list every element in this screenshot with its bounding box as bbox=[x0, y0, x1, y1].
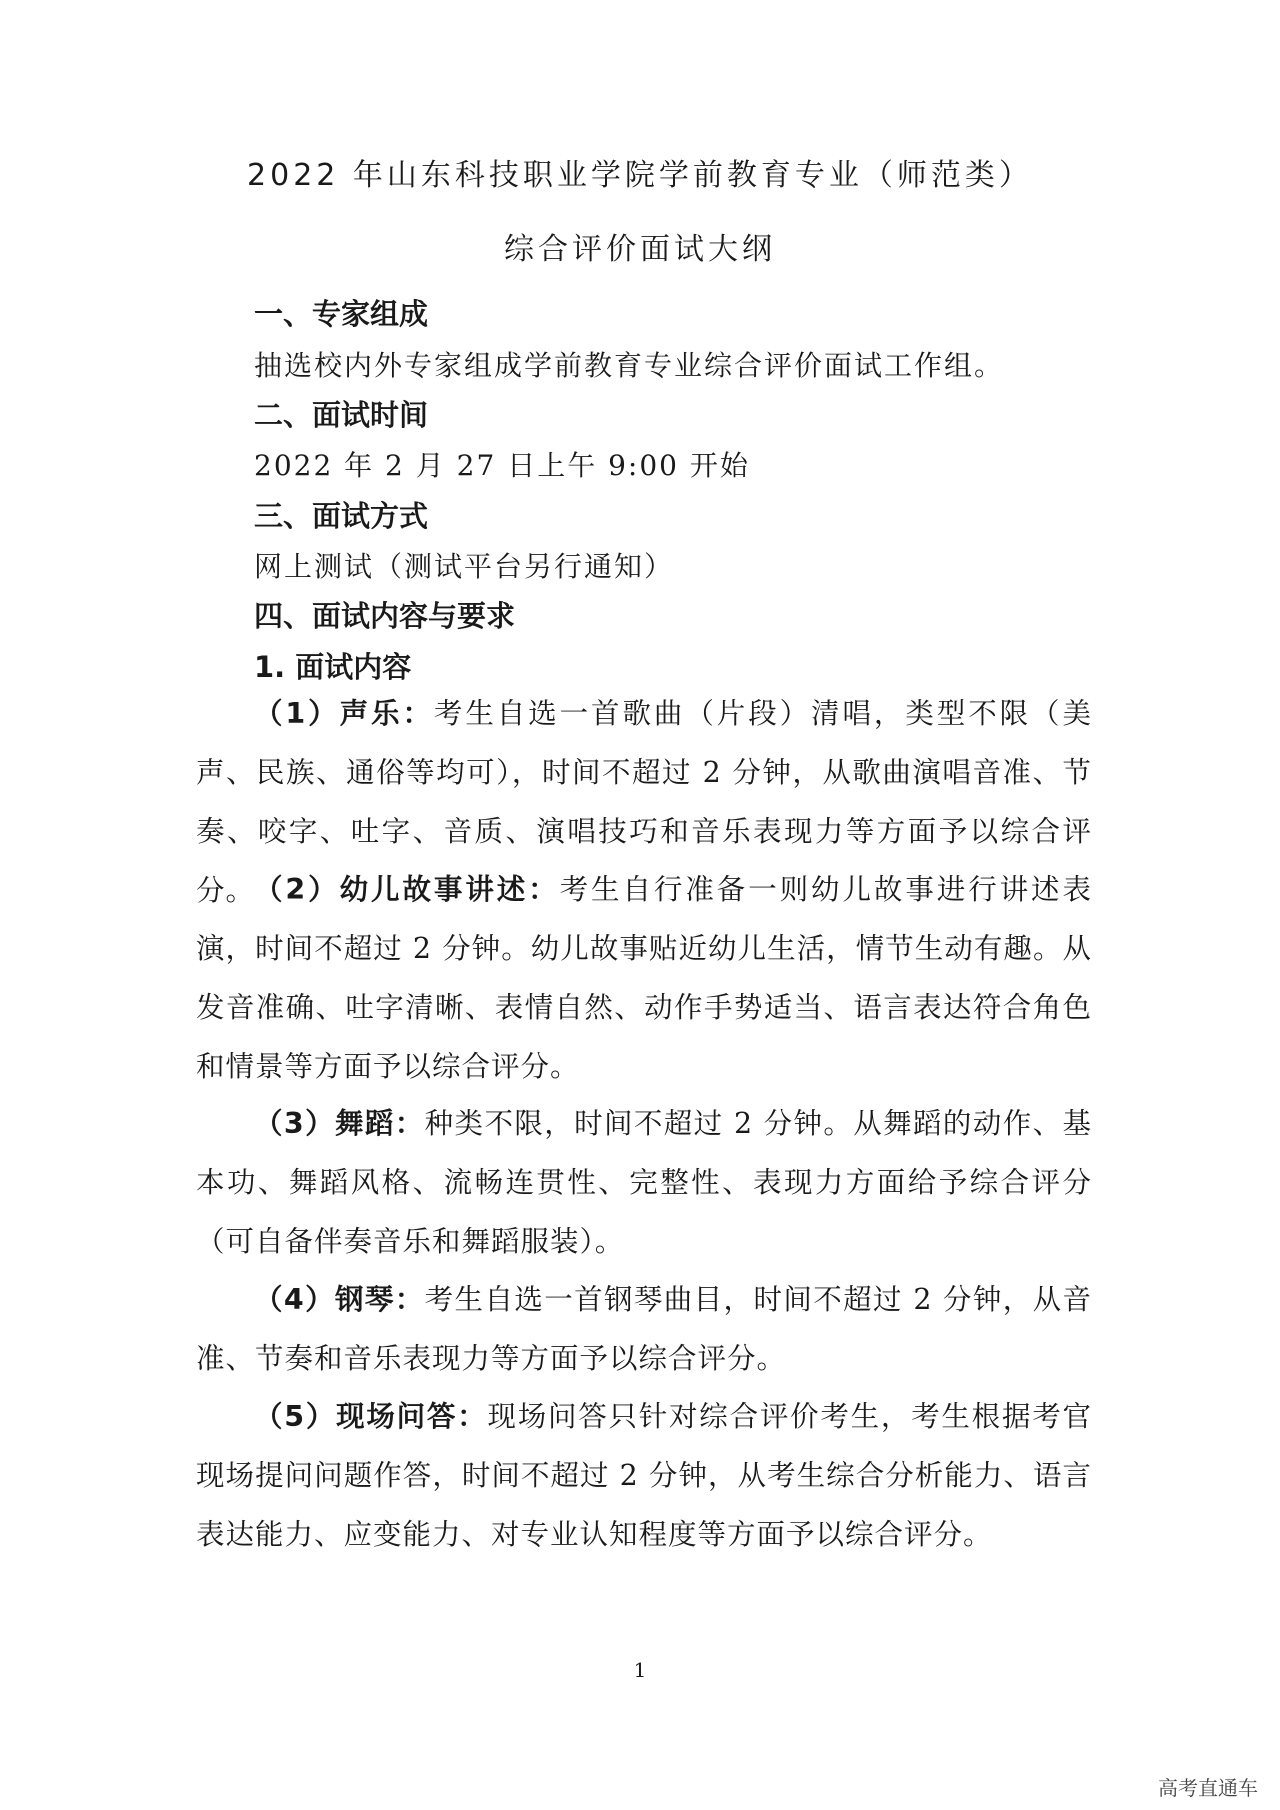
section-body-time: 2022 年 2 月 27 日上午 9:00 开始 bbox=[254, 449, 750, 482]
item-label: （4）钢琴： bbox=[254, 1283, 425, 1316]
page-number: 1 bbox=[633, 1658, 647, 1682]
item-label: （1）声乐： bbox=[254, 697, 434, 730]
section-heading-experts: 一、专家组成 bbox=[254, 297, 429, 331]
item-label: （2）幼儿故事讲述： bbox=[254, 873, 560, 906]
item-label: （3）舞蹈： bbox=[254, 1107, 425, 1140]
document-subtitle: 综合评价面试大纲 bbox=[504, 232, 776, 267]
watermark-text: 高考直通车 bbox=[1158, 1776, 1258, 1800]
item-piano bbox=[196, 1270, 1092, 1388]
item-text: 种类不限，时间不超过 2 分钟。从舞蹈的动作、基本功、舞蹈风格、流畅连贯性、完整性、表现力方面给予综合评分（可自备伴奏音乐和舞蹈服装）。 bbox=[196, 1107, 1092, 1258]
section-body-experts: 抽选校内外专家组成学前教育专业综合评价面试工作组。 bbox=[254, 349, 1005, 382]
item-label: （5）现场问答： bbox=[254, 1400, 488, 1433]
item-dance bbox=[196, 1094, 1092, 1271]
section-body-method: 网上测试（测试平台另行通知） bbox=[254, 550, 675, 583]
document-title: 2022 年山东科技职业学院学前教育专业（师范类） bbox=[247, 158, 1033, 193]
subsection-heading-content: 1. 面试内容 bbox=[254, 650, 412, 684]
item-text: 考生自行准备一则幼儿故事进行讲述表演，时间不超过 2 分钟。幼儿故事贴近幼儿生活，情节生动有趣。从发音准确、吐字清晰、表情自然、动作手势适当、语言表达符合角色和情景等方面予以综合评分。 bbox=[196, 873, 1092, 1083]
section-heading-time: 二、面试时间 bbox=[254, 398, 429, 432]
item-text: 考生自选一首歌曲（片段）清唱，类型不限（美声、民族、通俗等均可），时间不超过 2 分钟，从歌曲演唱音准、节奏、咬字、吐字、音质、演唱技巧和音乐表现力等方面予以综合评分。 bbox=[196, 697, 1092, 907]
item-text: 现场问答只针对综合评价考生，考生根据考官现场提问问题作答，时间不超过 2 分钟，从考生综合分析能力、语言表达能力、应变能力、对专业认知程度等方面予以综合评分。 bbox=[196, 1400, 1092, 1551]
section-heading-content: 四、面试内容与要求 bbox=[254, 599, 516, 633]
item-text: 考生自选一首钢琴曲目，时间不超过 2 分钟，从音准、节奏和音乐表现力等方面予以综合评分。 bbox=[196, 1283, 1092, 1375]
item-story bbox=[196, 860, 1092, 1096]
item-qa bbox=[196, 1387, 1092, 1564]
section-heading-method: 三、面试方式 bbox=[254, 499, 429, 533]
